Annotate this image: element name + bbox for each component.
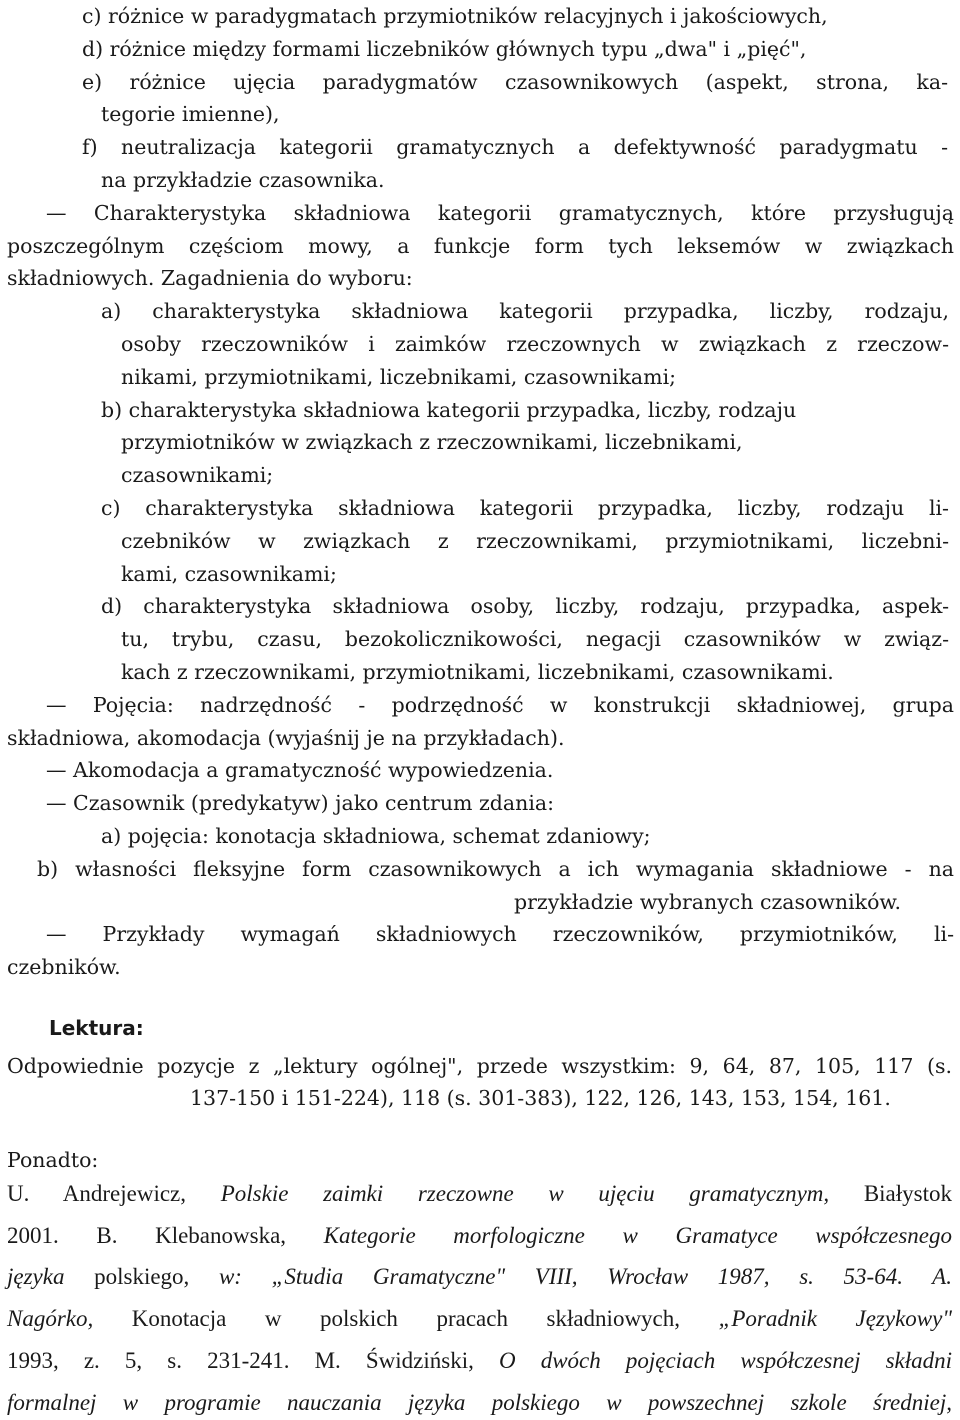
text-line: czebników. [7, 955, 121, 979]
text-line: poszczególnym częściom mowy, a funkcje form tych leksemów w związkach [7, 234, 954, 258]
text-run: Konotacja w polskich pracach składniowych, [93, 1306, 719, 1331]
bibliography-line [7, 1387, 952, 1420]
italic-run: „Poradnik Językowy" [718, 1306, 952, 1331]
italic-run: w: „Studia Gramatyczne" VIII, Wrocław 1987, s. 53-64. A. [218, 1264, 952, 1289]
text-run: 2001. B. Klebanowska, [7, 1223, 324, 1248]
text-line: przymiotników w związkach z rzeczownikami, liczebnikami, [121, 430, 743, 454]
section-item: — Akomodacja a gramatyczność wypowiedzenia. [46, 758, 554, 782]
italic-run: języka [7, 1264, 65, 1289]
text-run: U. Andrejewicz, [7, 1181, 221, 1206]
bibliography-line [7, 1345, 952, 1378]
section-item: — Przykłady wymagań składniowych rzeczowników, przymiotników, li- [46, 922, 954, 946]
text-line: kami, czasownikami; [121, 562, 337, 586]
text-line: c) charakterystyka składniowa kategorii przypadka, liczby, rodzaju li- [101, 496, 949, 520]
italic-run: Nagórko, [7, 1306, 94, 1331]
text-line: czebników w związkach z rzeczownikami, przymiotnikami, liczebni- [121, 529, 949, 553]
text-line: b) charakterystyka składniowa kategorii przypadka, liczby, rodzaju [101, 398, 797, 422]
bibliography-line [7, 1178, 952, 1211]
text-line: czasownikami; [121, 463, 274, 487]
lektura-line: Odpowiednie pozycje z „lektury ogólnej", przede wszystkim: 9, 64, 87, 105, 117 (s. [7, 1054, 952, 1078]
text-line: a) charakterystyka składniowa kategorii przypadka, liczby, rodzaju, [101, 299, 949, 323]
italic-run: O dwóch pojęciach współczesnej składni [498, 1348, 953, 1373]
text-run: Białystok [829, 1181, 952, 1206]
text-run: 1993, z. 5, s. 231-241. M. Świdziński, [7, 1348, 499, 1373]
text-line: osoby rzeczowników i zaimków rzeczownych w związkach z rzeczow- [121, 332, 949, 356]
text-line: f) neutralizacja kategorii gramatycznych a defektywność paradygmatu - [82, 135, 948, 159]
text-line: składniowych. Zagadnienia do wyboru: [7, 266, 413, 290]
text-line: d) różnice między formami liczebników głównych typu „dwa" i „pięć", [82, 37, 807, 61]
text-line: przykładzie wybranych czasowników. [514, 890, 902, 914]
lektura-heading: Lektura: [49, 1016, 144, 1040]
section-item: — Czasownik (predykatyw) jako centrum zdania: [46, 791, 555, 815]
bibliography-line [7, 1261, 952, 1294]
ponadto-heading: Ponadto: [7, 1148, 99, 1172]
italic-run: Kategorie morfologiczne w Gramatyce współczesnego [323, 1223, 953, 1248]
italic-run: formalnej w programie nauczania języka polskiego w powszechnej szkole średniej, [7, 1390, 952, 1415]
text-line: składniowa, akomodacja (wyjaśnij je na przykładach). [7, 726, 565, 750]
text-line: tegorie imienne), [101, 102, 280, 126]
text-line: kach z rzeczownikami, przymiotnikami, liczebnikami, czasownikami. [121, 660, 834, 684]
text-line: na przykładzie czasownika. [101, 168, 385, 192]
section-item: — Pojęcia: nadrzędność - podrzędność w konstrukcji składniowej, grupa [46, 693, 954, 717]
text-line: a) pojęcia: konotacja składniowa, schemat zdaniowy; [101, 824, 651, 848]
bibliography-line [7, 1303, 952, 1336]
text-run: polskiego, [64, 1264, 219, 1289]
lektura-line: 137-150 i 151-224), 118 (s. 301-383), 122, 126, 143, 153, 154, 161. [190, 1086, 891, 1110]
bibliography-line [7, 1220, 952, 1253]
text-line: e) różnice ujęcia paradygmatów czasownikowych (aspekt, strona, ka- [82, 70, 948, 94]
section-item: — Charakterystyka składniowa kategorii gramatycznych, które przysługują [46, 201, 954, 225]
text-line: d) charakterystyka składniowa osoby, liczby, rodzaju, przypadka, aspek- [101, 594, 949, 618]
text-line: tu, trybu, czasu, bezokolicznikowości, negacji czasowników w związ- [121, 627, 949, 651]
text-line: c) różnice w paradygmatach przymiotników relacyjnych i jakościowych, [82, 4, 828, 28]
text-line: nikami, przymiotnikami, liczebnikami, czasownikami; [121, 365, 677, 389]
italic-run: Polskie zaimki rzeczowne w ujęciu gramatycznym, [220, 1181, 830, 1206]
text-line: b) własności fleksyjne form czasownikowych a ich wymagania składniowe - na [37, 857, 954, 881]
